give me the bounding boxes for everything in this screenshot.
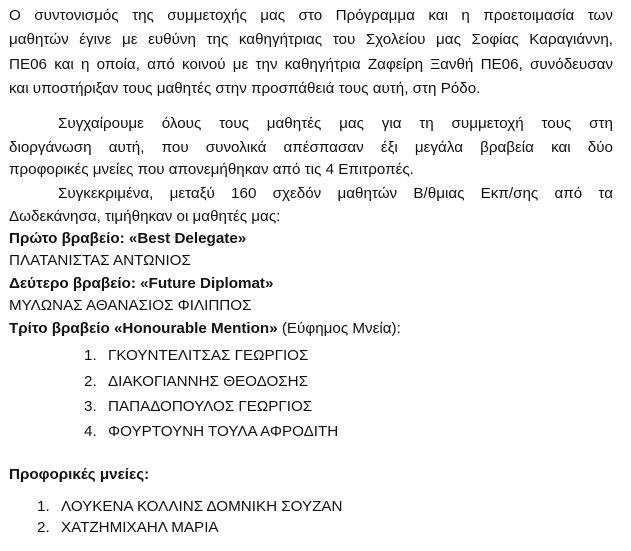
third-prize-label [9,319,401,339]
paragraph1-line4: και υποστήριξαν τους μαθητές στην προσπάθειά τους αυτή, στη Ρόδο. [9,80,481,97]
first-prize-label [9,229,246,249]
second-prize-title: Δεύτερο βραβείο: «Future Diplomat» [9,275,274,292]
list-item [84,372,308,392]
paragraph2-line2: διοργάνωση αυτή, που συνολικά απέσπασαν έξι μεγάλα βραβεία και δύο [9,139,613,156]
oral-mentions-title: Προφορικές μνείες: [9,466,150,483]
list-item-name: ΠΑΠΑΔΟΠΟΥΛΟΣ ΓΕΩΡΓΙΟΣ [108,398,313,415]
list-item [84,397,312,417]
second-prize-winner: ΜΥΛΩΝΑΣ ΑΘΑΝΑΣΙΟΣ ΦΙΛΙΠΠΟΣ [9,297,252,314]
list-item [84,422,338,442]
first-prize-title: Πρώτο βραβείο: «Best Delegate» [9,230,247,247]
paragraph3-line2: Δωδεκάνησα, τιμήθηκαν οι μαθητές μας: [9,208,281,225]
paragraph3-line1: Συγκεκριμένα, μεταξύ 160 σχεδόν μαθητών Β/θμιας Εκπ/σης από τα [58,185,613,202]
paragraph1-line3: ΠΕ06 και η οποία, από κοινού με την καθηγήτρια Ζαφείρη Ξανθή ΠΕ06, συνόδευσαν [9,56,613,73]
list-item-number: 4. [84,423,97,440]
second-prize-label [9,274,273,294]
paragraph2-line1: Συγχαίρουμε όλους τους μαθητές μας για τη συμμετοχή τους στη [58,115,613,132]
paragraph1-line2: μαθητών έγινε με ευθύνη της καθηγήτριας του Σχολείου μας Σοφίας Καραγιάννη, [9,31,613,48]
list-item-number: 2. [37,519,50,536]
third-prize-note: (Εύφημος Μνεία): [277,320,401,337]
first-prize-winner: ΠΛΑΤΑΝΙΣΤΑΣ ΑΝΤΩΝΙΟΣ [9,252,191,269]
list-item-number: 2. [84,373,97,390]
list-item-name: ΓΚΟΥΝΤΕΛΙΤΣΑΣ ΓΕΩΡΓΙΟΣ [108,347,309,364]
list-item-number: 1. [37,498,50,515]
list-item [84,346,308,366]
list-item-number: 3. [84,398,97,415]
paragraph2-line3: προφορικές μνείες που απονεμήθηκαν από τις 4 Επιτροπές. [9,161,414,178]
list-item [37,518,219,538]
list-item-name: ΦΟΥΡΤΟΥΝΗ ΤΟΥΛΑ ΑΦΡΟΔΙΤΗ [108,423,339,440]
list-item-number: 1. [84,347,97,364]
list-item-name: ΔΙΑΚΟΓΙΑΝΝΗΣ ΘΕΟΔΟΣΗΣ [108,373,309,390]
paragraph1-line1: Ο συντονισμός της συμμετοχής μας στο Πρόγραμμα και η προετοιμασία των [9,7,613,24]
list-item [37,497,342,517]
oral-mentions-heading [9,465,149,485]
list-item-name: ΧΑΤΖΗΜΙΧΑΗΛ ΜΑΡΙΑ [61,519,219,536]
third-prize-title: Τρίτο βραβείο «Honourable Mention» [9,320,278,337]
list-item-name: ΛΟΥΚΕΝΑ ΚΟΛΛΙΝΣ ΔΟΜΝΙΚΗ ΣΟΥΖΑΝ [61,498,343,515]
